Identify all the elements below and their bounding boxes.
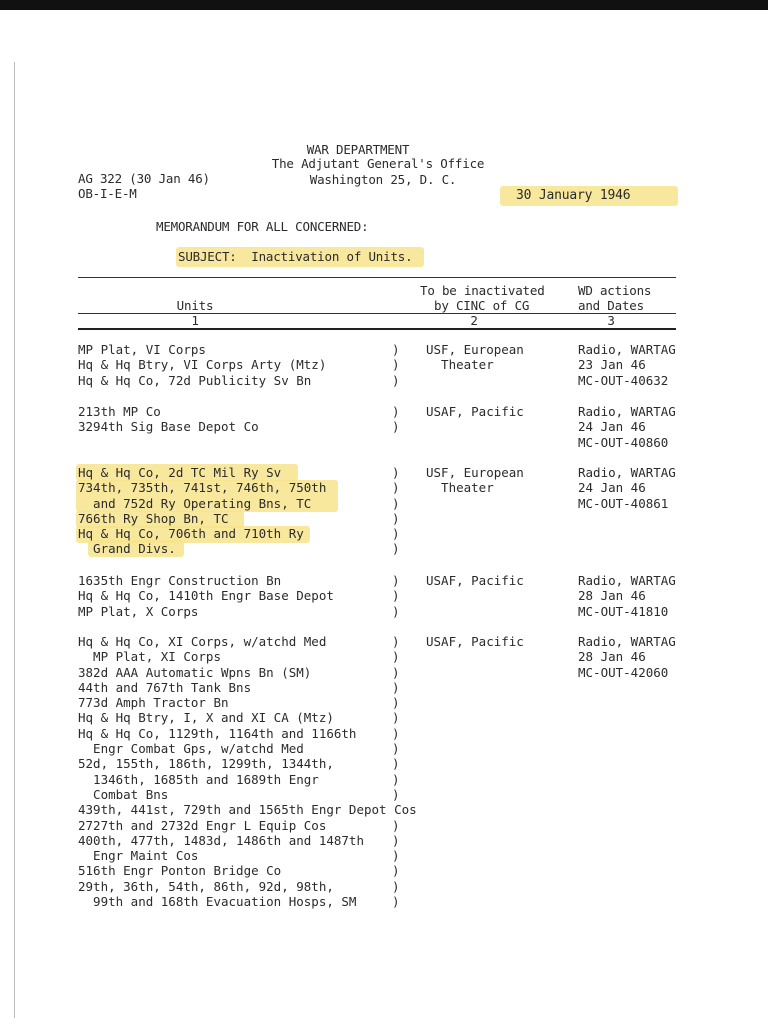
wd-action-2 — [578, 404, 676, 450]
bracket-column-1: ) ) ) — [392, 342, 400, 388]
unit-list-5-line: 44th and 767th Tank Bns — [78, 679, 252, 695]
bracket-column-5: ) ) ) ) ) ) ) ) ) ) ) ) ) ) ) ) ) — [392, 634, 400, 910]
unit-list-1-line: MP Plat, VI Corps — [78, 342, 206, 357]
inactivating-authority-1-line: USF, European — [426, 342, 524, 357]
wd-action-3-line: 24 Jan 46 — [578, 480, 646, 496]
bracket-column-2: ) ) — [392, 404, 400, 435]
unit-list-5-line: Hq & Hq Co, 1129th, 1164th and 1166th — [78, 725, 357, 741]
unit-list-5-line: 400th, 477th, 1483d, 1486th and 1487th — [78, 832, 364, 848]
unit-list-5-line: Combat Bns — [78, 786, 169, 802]
unit-list-5-line: 773d Amph Tractor Bn — [78, 695, 229, 711]
office-name: The Adjutant General's Office — [271, 156, 485, 171]
wd-action-3 — [578, 465, 676, 511]
unit-list-5-line: Engr Maint Cos — [78, 848, 199, 864]
unit-list-2-line: 213th MP Co — [78, 404, 161, 419]
unit-list-5-line: Hq & Hq Co, XI Corps, w/atchd Med — [78, 634, 327, 649]
inactivating-authority-5-line: USAF, Pacific — [426, 634, 524, 649]
col3-heading-line2: and Dates — [578, 298, 644, 313]
unit-list-5-line: 516th Engr Ponton Bridge Co — [78, 863, 282, 879]
wd-action-5 — [578, 634, 676, 680]
unit-list-5 — [78, 634, 417, 909]
unit-list-5-line: Hq & Hq Btry, I, X and XI CA (Mtz) — [78, 710, 334, 726]
bracket-column-4: ) ) ) — [392, 573, 400, 619]
inactivating-authority-3-line: Theater — [426, 480, 494, 496]
memo-date: 30 January 1946 — [516, 188, 631, 203]
unit-list-1 — [78, 342, 326, 388]
inactivating-authority-4-line: USAF, Pacific — [426, 573, 524, 588]
unit-list-5-line: 1346th, 1685th and 1689th Engr — [78, 771, 319, 787]
wd-action-1-line: MC-OUT-40632 — [578, 372, 669, 388]
wd-action-3-line: Radio, WARTAG — [578, 465, 676, 480]
unit-list-2-line: 3294th Sig Base Depot Co — [78, 419, 259, 435]
inactivating-authority-2-line: USAF, Pacific — [426, 404, 524, 419]
inactivating-authority-1-line: Theater — [426, 357, 494, 373]
inactivating-authority-3-line: USF, European — [426, 465, 524, 480]
wd-action-5-line: Radio, WARTAG — [578, 634, 676, 649]
wd-action-4 — [578, 573, 676, 619]
col2-heading-line2: by CINC of CG — [434, 298, 530, 313]
unit-list-4-line: MP Plat, X Corps — [78, 603, 199, 619]
unit-list-4-line: Hq & Hq Co, 1410th Engr Base Depot — [78, 588, 334, 604]
col3-number: 3 — [607, 313, 615, 328]
unit-list-5-line: 2727th and 2732d Engr L Equip Cos — [78, 817, 327, 833]
wd-action-1-line: 23 Jan 46 — [578, 357, 646, 373]
office-symbol: OB-I-E-M — [78, 186, 137, 201]
inactivating-authority-3 — [426, 465, 524, 496]
col1-number: 1 — [191, 313, 199, 328]
unit-list-3-line: Hq & Hq Co, 2d TC Mil Ry Sv — [78, 465, 282, 480]
inactivating-authority-2 — [426, 404, 524, 419]
wd-action-1-line: Radio, WARTAG — [578, 342, 676, 357]
wd-action-1 — [578, 342, 676, 388]
wd-action-4-line: 28 Jan 46 — [578, 588, 646, 604]
unit-list-5-line: Engr Combat Gps, w/atchd Med — [78, 741, 304, 757]
unit-list-3-line: Hq & Hq Co, 706th and 710th Ry — [78, 526, 304, 542]
unit-list-3 — [78, 465, 326, 557]
col1-heading: Units — [176, 298, 214, 313]
wd-action-2-line: Radio, WARTAG — [578, 404, 676, 419]
unit-list-1-line: Hq & Hq Co, 72d Publicity Sv Bn — [78, 372, 312, 388]
col2-number: 2 — [470, 313, 478, 328]
table-number-rule — [78, 328, 676, 330]
unit-list-3-line: 734th, 735th, 741st, 746th, 750th — [78, 480, 327, 496]
wd-action-3-line: MC-OUT-40861 — [578, 495, 669, 511]
reference-code: AG 322 (30 Jan 46) — [78, 171, 210, 186]
unit-list-3-line: Grand Divs. — [78, 541, 176, 557]
table-top-rule — [78, 277, 676, 278]
unit-list-3-line: and 752d Ry Operating Bns, TC — [78, 495, 312, 511]
wd-action-5-line: MC-OUT-42060 — [578, 664, 669, 680]
unit-list-4-line: 1635th Engr Construction Bn — [78, 573, 282, 588]
unit-list-5-line: 29th, 36th, 54th, 86th, 92d, 98th, — [78, 878, 334, 894]
unit-list-5-line: 439th, 441st, 729th and 1565th Engr Depot Cos — [78, 802, 417, 818]
unit-list-3-line: 766th Ry Shop Bn, TC — [78, 510, 229, 526]
table-header-rule — [78, 313, 676, 314]
wd-action-4-line: Radio, WARTAG — [578, 573, 676, 588]
inactivating-authority-4 — [426, 573, 524, 588]
col2-heading-line1: To be inactivated — [420, 283, 545, 298]
unit-list-5-line: MP Plat, XI Corps — [78, 649, 221, 665]
office-address: Washington 25, D. C. — [309, 172, 457, 187]
unit-list-1-line: Hq & Hq Btry, VI Corps Arty (Mtz) — [78, 357, 327, 373]
inactivating-authority-5 — [426, 634, 524, 649]
wd-action-4-line: MC-OUT-41810 — [578, 603, 669, 619]
inactivating-authority-1 — [426, 342, 524, 373]
unit-list-5-line: 382d AAA Automatic Wpns Bn (SM) — [78, 664, 312, 680]
unit-list-4 — [78, 573, 334, 619]
bracket-column-3: ) ) ) ) ) ) — [392, 465, 400, 557]
wd-action-2-line: 24 Jan 46 — [578, 419, 646, 435]
unit-list-5-line: 52d, 155th, 186th, 1299th, 1344th, — [78, 756, 334, 772]
wd-action-2-line: MC-OUT-40860 — [578, 434, 669, 450]
unit-list-2 — [78, 404, 259, 435]
memo-subject: SUBJECT: Inactivation of Units. — [178, 249, 413, 264]
unit-list-5-line: 99th and 168th Evacuation Hosps, SM — [78, 894, 357, 910]
memo-addressee: MEMORANDUM FOR ALL CONCERNED: — [156, 219, 369, 234]
department-name: WAR DEPARTMENT — [306, 142, 410, 157]
wd-action-5-line: 28 Jan 46 — [578, 649, 646, 665]
col3-heading-line1: WD actions — [578, 283, 652, 298]
